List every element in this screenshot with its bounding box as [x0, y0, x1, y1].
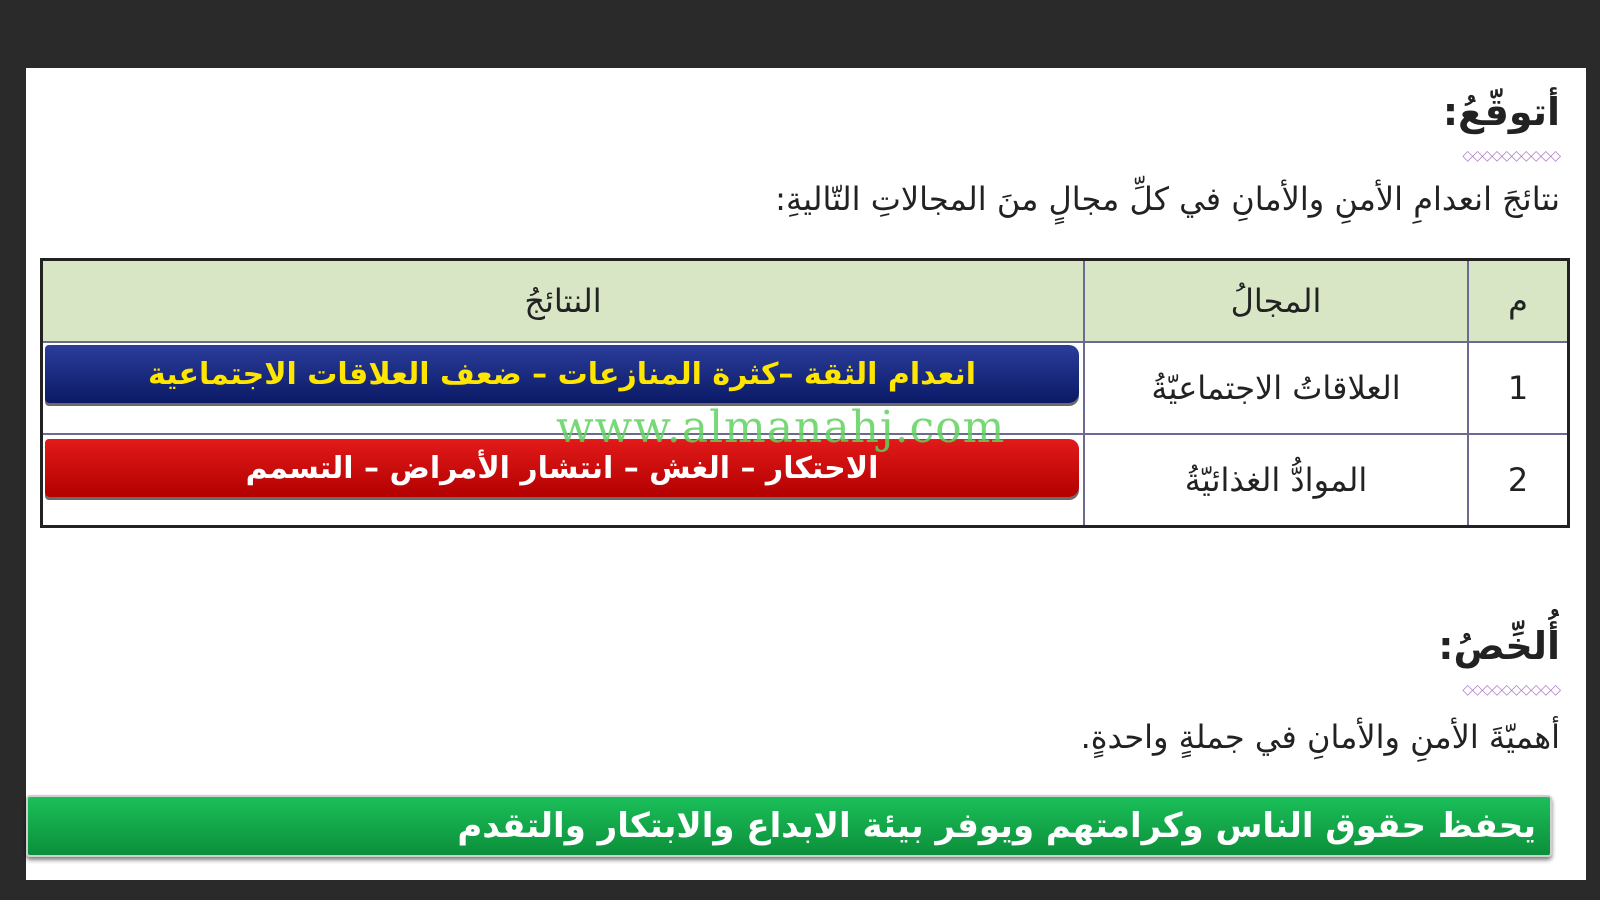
summary-ornament: ◇◇◇◇◇◇◇◇◇◇ — [1462, 682, 1560, 698]
row-1-answer-banner: انعدام الثقة –كثرة المنازعات – ضعف العلاقات الاجتماعية — [45, 345, 1079, 403]
expect-ornament: ◇◇◇◇◇◇◇◇◇◇ — [1462, 148, 1560, 164]
header-num: م — [1468, 260, 1569, 343]
header-field: المجالُ — [1084, 260, 1468, 343]
row-2-field: الموادُّ الغذائيّةُ — [1084, 434, 1468, 527]
table-header-row — [42, 260, 1569, 343]
summary-heading: أُلخِّصُ: — [1438, 624, 1560, 668]
expect-heading: أتوقّعُ: — [1442, 90, 1560, 134]
worksheet-page — [26, 68, 1586, 880]
row-2-answer-banner: الاحتكار – الغش – انتشار الأمراض – التسمم — [45, 439, 1079, 497]
summary-answer-banner: يحفظ حقوق الناس وكرامتهم ويوفر بيئة الابداع والابتكار والتقدم — [26, 795, 1552, 857]
row-2-num: 2 — [1468, 434, 1569, 527]
summary-prompt: أهميّةَ الأمنِ والأمانِ في جملةٍ واحدةٍ. — [1080, 718, 1560, 756]
row-1-field: العلاقاتُ الاجتماعيّةُ — [1084, 342, 1468, 434]
watermark-text: www.almanahj.com — [556, 402, 1006, 453]
header-results: النتائجُ — [42, 260, 1085, 343]
results-table — [40, 258, 1570, 528]
row-1-num: 1 — [1468, 342, 1569, 434]
expect-prompt: نتائجَ انعدامِ الأمنِ والأمانِ في كلِّ مجالٍ منَ المجالاتِ التّاليةِ: — [775, 180, 1560, 218]
